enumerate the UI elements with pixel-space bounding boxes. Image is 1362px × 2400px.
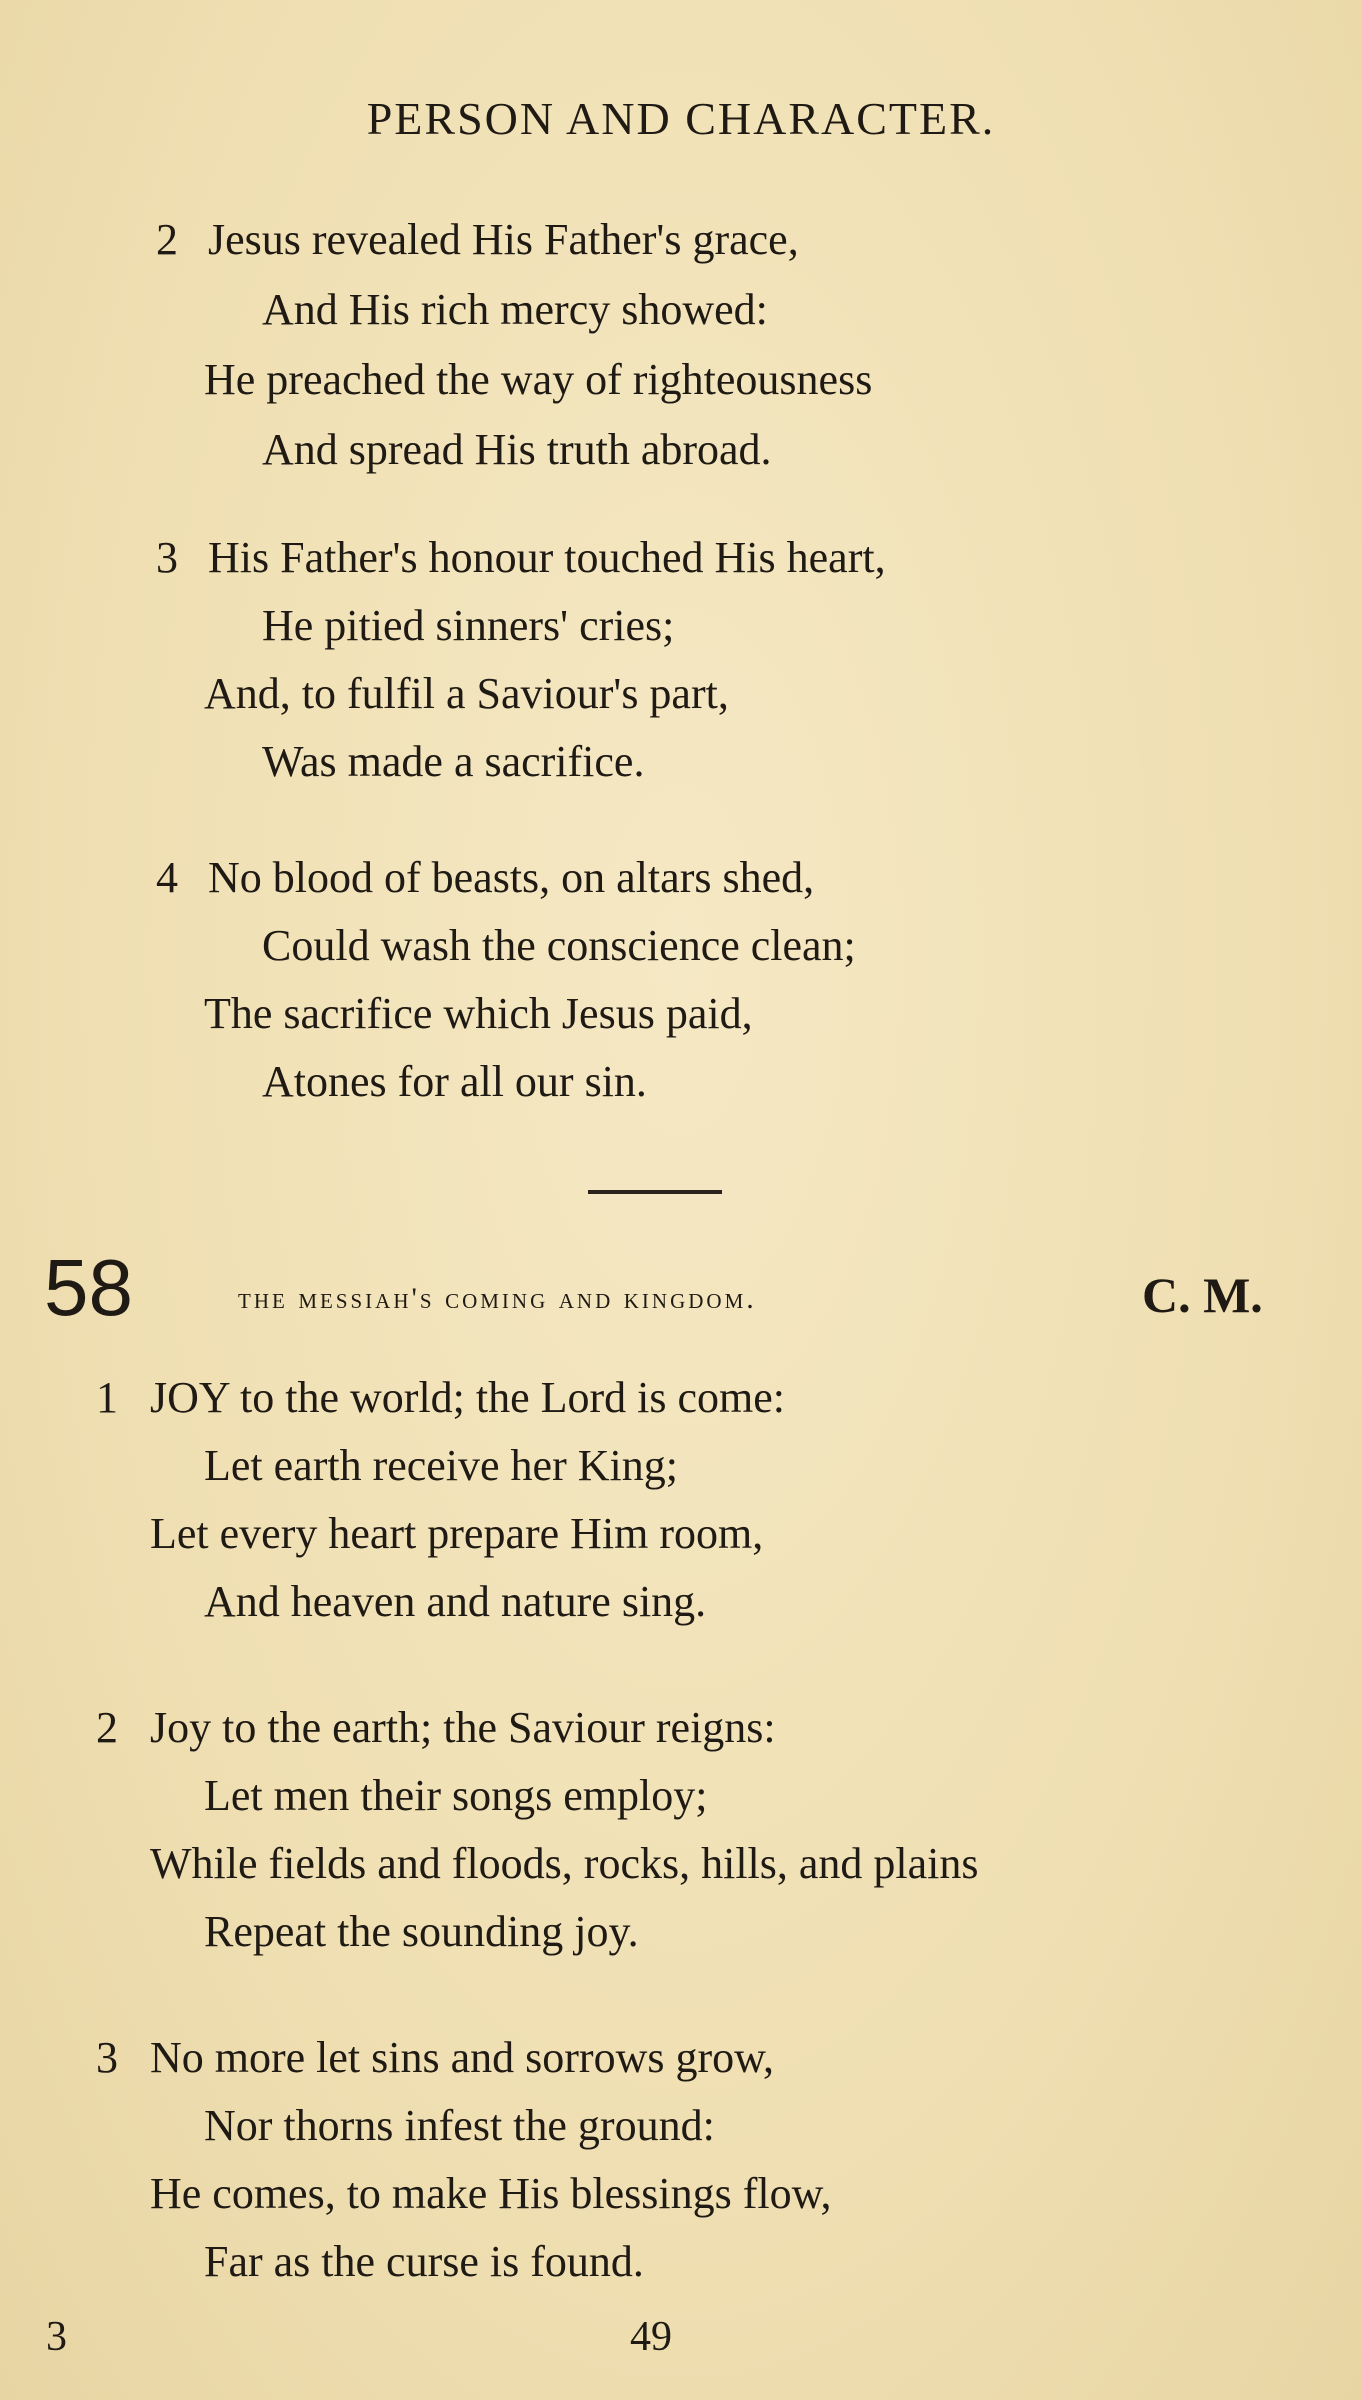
verse-line: He pitied sinners' cries; <box>262 601 675 650</box>
stanza-number: 3 <box>156 533 178 582</box>
verse-line: Let men their songs employ; <box>204 1771 708 1820</box>
verse-line: Nor thorns infest the ground: <box>204 2101 715 2150</box>
verse-line: And, to fulfil a Saviour's part, <box>204 669 729 718</box>
signature-mark: 3 <box>46 2314 67 2360</box>
stanza-number: 3 <box>96 2033 118 2082</box>
stanza-number: 2 <box>156 215 178 264</box>
verse-line: And His rich mercy showed: <box>262 285 768 334</box>
verse-line: Far as the curse is found. <box>204 2237 644 2286</box>
verse-line: Was made a sacrifice. <box>262 737 645 786</box>
verse-line: And heaven and nature sing. <box>204 1577 707 1626</box>
verse-line: And spread His truth abroad. <box>262 425 772 474</box>
hymn-title: the messiah's coming and kingdom. <box>238 1282 757 1315</box>
verse-line: He comes, to make His blessings flow, <box>150 2169 832 2218</box>
verse-line: Jesus revealed His Father's grace, <box>208 215 799 264</box>
hymn-meter: C. M. <box>1142 1267 1263 1323</box>
verse-line: Let earth receive her King; <box>204 1441 678 1490</box>
stanza-number: 2 <box>96 1703 118 1752</box>
stanza-number: 4 <box>156 853 178 902</box>
verse-line: The sacrifice which Jesus paid, <box>204 989 753 1038</box>
verse-line: Let every heart prepare Him room, <box>150 1509 764 1558</box>
running-head: PERSON AND CHARACTER. <box>366 93 996 144</box>
verse-line: His Father's honour touched His heart, <box>208 533 886 582</box>
section-divider <box>588 1190 722 1194</box>
verse-line: No more let sins and sorrows grow, <box>150 2033 775 2082</box>
page-number: 49 <box>630 2314 672 2360</box>
verse-line: He preached the way of righteousness <box>204 355 873 404</box>
stanza-number: 1 <box>96 1373 118 1422</box>
verse-line: Repeat the sounding joy. <box>204 1907 639 1956</box>
verse-line: Atones for all our sin. <box>262 1057 647 1106</box>
verse-line: Joy to the earth; the Saviour reigns: <box>150 1703 776 1752</box>
hymn-number: 58 <box>44 1243 133 1332</box>
verse-line: While fields and floods, rocks, hills, and plains <box>150 1839 979 1888</box>
verse-line: No blood of beasts, on altars shed, <box>208 853 815 902</box>
verse-line: Could wash the conscience clean; <box>262 921 856 970</box>
verse-line: JOY to the world; the Lord is come: <box>150 1373 786 1422</box>
